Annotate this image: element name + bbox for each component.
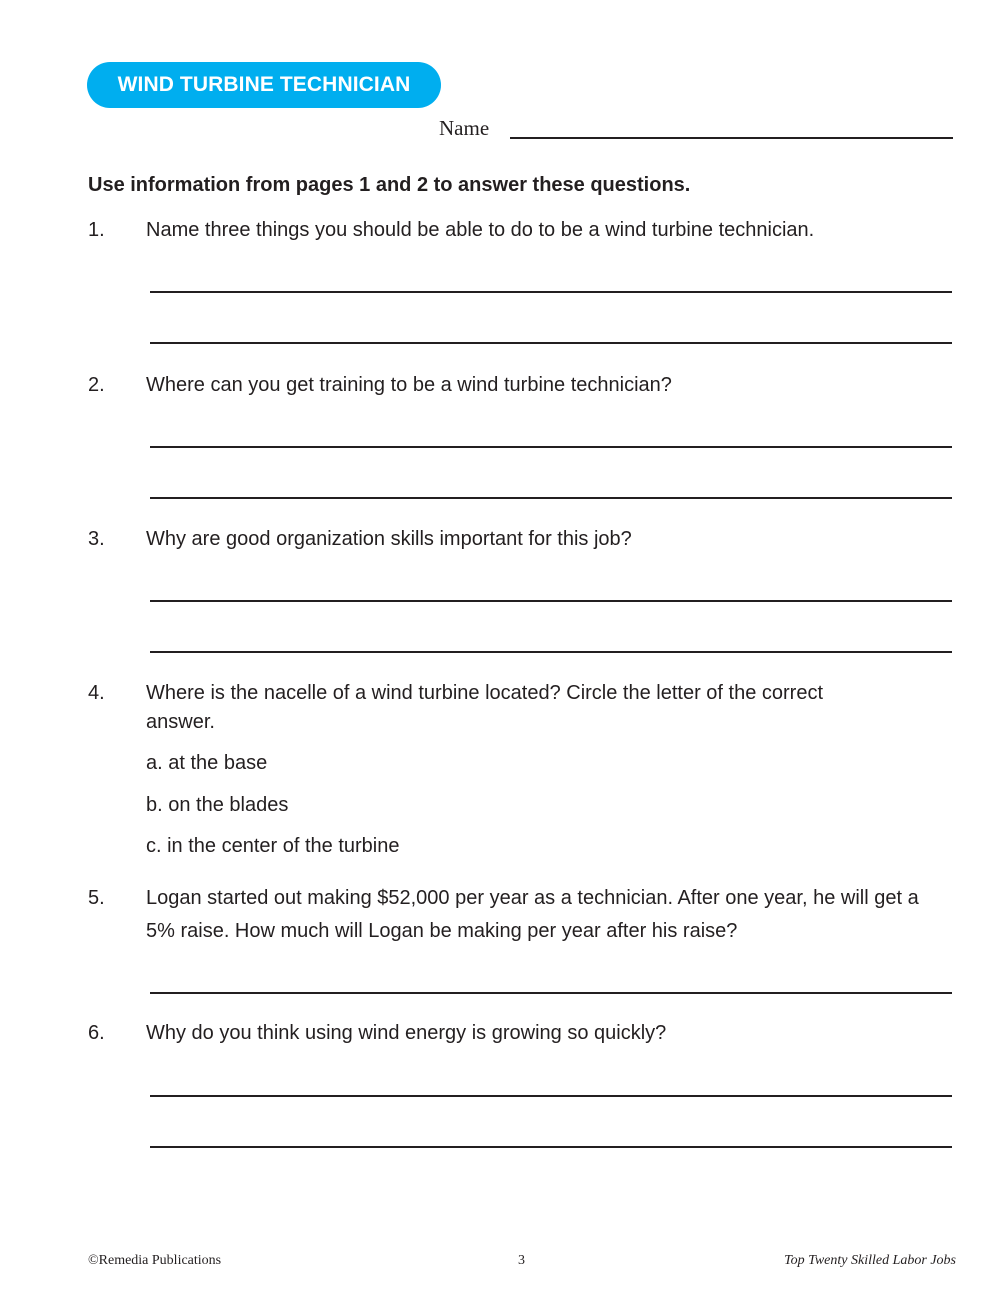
question-number: 2. [88,374,105,396]
instructions: Use information from pages 1 and 2 to answer these questions. [88,174,691,196]
question-text: Why do you think using wind energy is growing so quickly? [146,1022,667,1044]
footer-book-title: Top Twenty Skilled Labor Jobs [784,1253,956,1268]
answer-option-c[interactable]: c. in the center of the turbine [146,835,400,857]
answer-option-a[interactable]: a. at the base [146,752,268,774]
question-text: Why are good organization skills important for this job? [146,528,632,550]
answer-line[interactable] [150,342,952,344]
question-number: 5. [88,887,105,909]
answer-option-b[interactable]: b. on the blades [146,794,289,816]
question-text: Where can you get training to be a wind turbine technician? [146,374,672,396]
worksheet-title-badge: WIND TURBINE TECHNICIAN [87,62,441,108]
footer-copyright: ©Remedia Publications [88,1253,222,1268]
answer-line[interactable] [150,497,952,499]
name-answer-line[interactable] [510,137,953,139]
question-number: 3. [88,528,105,550]
answer-line[interactable] [150,1095,952,1097]
question-number: 1. [88,219,105,241]
footer-page-number: 3 [518,1253,525,1268]
question-text: Name three things you should be able to do to be a wind turbine technician. [146,219,815,241]
answer-line[interactable] [150,651,952,653]
answer-line[interactable] [150,992,952,994]
question-text: Logan started out making $52,000 per year as a technician. After one year, he will get a 5% raise. How much will Logan be making per year after his raise? [146,887,919,942]
answer-line[interactable] [150,1146,952,1148]
question-text: Where is the nacelle of a wind turbine located? Circle the letter of the correct answer. [146,682,824,733]
question-number: 4. [88,682,105,704]
name-label: Name [439,116,490,140]
question-number: 6. [88,1022,105,1044]
answer-line[interactable] [150,600,952,602]
answer-line[interactable] [150,446,952,448]
answer-line[interactable] [150,291,952,293]
